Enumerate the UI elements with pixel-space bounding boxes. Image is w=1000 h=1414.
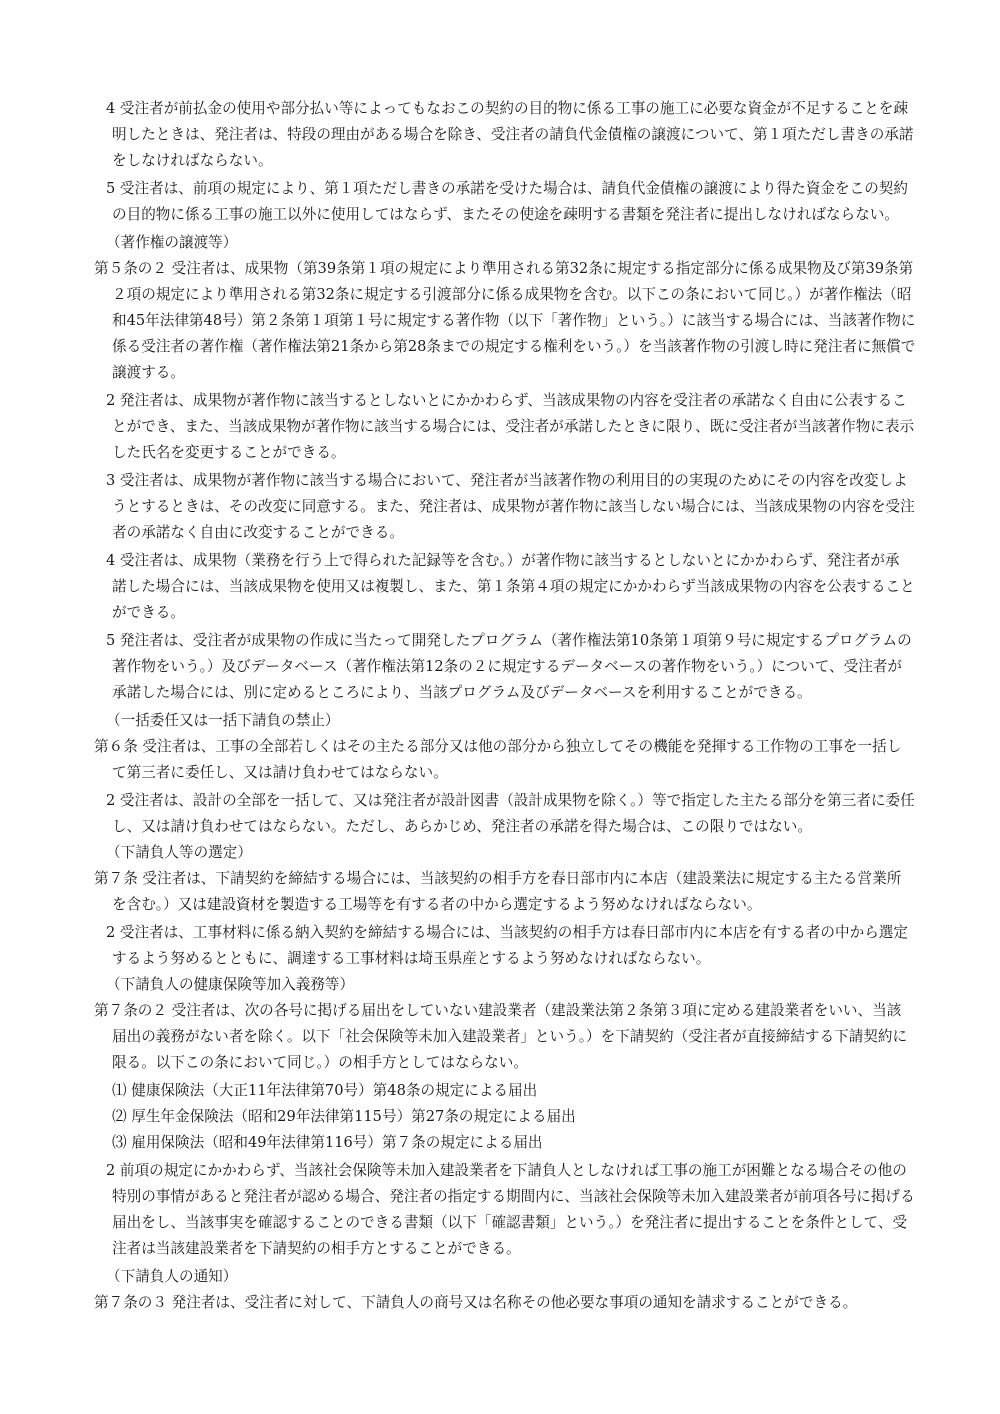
text-line-5: の目的物に係る工事の施工以外に使用してはならず、またその使途を疎明する書類を発注者に提出しなければならない。 (112, 206, 899, 223)
text-line-36: 届出の義務がない者を除く。以下「社会保険等未加入建設業者」という。）を下請契約（受注者が直接締結する下請契約に (112, 1028, 908, 1045)
text-line-7: 第５条の２ 受注者は、成果物（第39条第１項の規定により準用される第32条に規定する指定部分に係る成果物及び第39条第 (94, 260, 914, 277)
text-line-39: ⑵ 厚生年金保険法（昭和29年法律第115号）第27条の規定による届出 (112, 1108, 576, 1125)
text-line-13: とができ、また、当該成果物が著作物に該当する場合には、受注者が承諾したときに限り、既に受注者が当該著作物に表示 (112, 418, 915, 435)
text-line-25: 第６条 受注者は、工事の全部若しくはその主たる部分又は他の部分から独立してその機能を発揮する工作物の工事を一括し (94, 738, 902, 755)
text-line-12: 2 発注者は、成果物が著作物に該当するとしないとにかかわらず、当該成果物の内容を受注者の承諾なく自由に公表するこ (106, 392, 907, 409)
text-line-31: を含む。）又は建設資材を製造する工場等を有する者の中から選定するよう努めなければならない。 (112, 896, 762, 913)
text-line-11: 譲渡する。 (112, 364, 185, 381)
text-line-15: 3 受注者は、成果物が著作物に該当する場合において、発注者が当該著作物の利用目的の実現のためにその内容を改変しよ (106, 472, 908, 489)
text-line-30: 第７条 受注者は、下請契約を締結する場合には、当該契約の相手方を春日部市内に本店（建設業法に規定する主たる営業所 (94, 870, 902, 887)
text-line-24: （一括委任又は一括下請負の禁止） (106, 712, 340, 729)
text-line-43: 届出をし、当該事実を確認することのできる書類（以下「確認書類」という。）を発注者に提出することを条件として、受 (112, 1214, 908, 1231)
text-line-35: 第７条の２ 受注者は、次の各号に掲げる届出をしていない建設業者（建設業法第２条第３項に定める建設業者をいい、当該 (94, 1002, 902, 1019)
text-line-46: 第７条の３ 発注者は、受注者に対して、下請負人の商号又は名称その他必要な事項の通知を請求することができる。 (94, 1294, 858, 1311)
text-line-10: 係る受注者の著作権（著作権法第21条から第28条までの規定する権利をいう。）を当該著作物の引渡し時に発注者に無償で (112, 338, 916, 355)
text-line-26: て第三者に委任し、又は請け負わせてはならない。 (112, 764, 448, 781)
text-line-28: し、又は請け負わせてはならない。ただし、あらかじめ、発注者の承諾を得た場合は、この限りではない。 (112, 818, 812, 835)
text-line-1: 4 受注者が前払金の使用や部分払い等によってもなおこの契約の目的物に係る工事の施工に必要な資金が不足することを疎 (106, 100, 908, 117)
text-line-41: 2 前項の規定にかかわらず、当該社会保険等未加入建設業者を下請負人としなければ工事の施工が困難となる場合その他の (106, 1162, 907, 1179)
text-line-8: ２項の規定により準用される第32条に規定する引渡部分に係る成果物を含む。以下この条において同じ。）が著作権法（昭 (112, 286, 912, 303)
text-line-14: した氏名を変更することができる。 (112, 444, 346, 461)
text-line-16: うとするときは、その改変に同意する。また、発注者は、成果物が著作物に該当しない場合には、当該成果物の内容を受注 (112, 498, 915, 515)
text-line-18: 4 受注者は、成果物（業務を行う上で得られた記録等を含む。）が著作物に該当するとしないとにかかわらず、発注者が承 (106, 552, 900, 569)
text-line-27: 2 受注者は、設計の全部を一括して、又は発注者が設計図書（設計成果物を除く。）等で指定した主たる部分を第三者に委任 (106, 792, 915, 809)
text-line-32: 2 受注者は、工事材料に係る納入契約を締結する場合には、当該契約の相手方は春日部市内に本店を有する者の中から選定 (106, 924, 908, 941)
text-line-33: するよう努めるとともに、調達する工事材料は埼玉県産とするよう努めなければならない。 (112, 950, 711, 967)
text-line-40: ⑶ 雇用保険法（昭和49年法律第116号）第７条の規定による届出 (112, 1134, 543, 1151)
text-line-2: 明したときは、発注者は、特段の理由がある場合を除き、受注者の請負代金債権の譲渡について、第１項ただし書きの承諾 (112, 126, 914, 143)
text-line-42: 特別の事情があると発注者が認める場合、発注者の指定する期間内に、当該社会保険等未加入建設業者が前項各号に掲げる (112, 1188, 915, 1205)
text-line-45: （下請負人の通知） (106, 1268, 238, 1285)
text-line-21: 5 発注者は、受注者が成果物の作成に当たって開発したプログラム（著作権法第10条第１項第９号に規定するプログラムの (106, 632, 912, 649)
text-line-23: 承諾した場合には、別に定めるところにより、当該プログラム及びデータベースを利用することができる。 (112, 684, 812, 701)
text-line-9: 和45年法律第48号）第２条第１項第１号に規定する著作物（以下「著作物」という。）に該当する場合には、当該著作物に (112, 312, 916, 329)
text-line-34: （下請負人の健康保険等加入義務等） (106, 976, 355, 993)
text-line-6: （著作権の譲渡等） (106, 234, 238, 251)
text-line-20: ができる。 (112, 604, 185, 621)
text-line-19: 諾した場合には、当該成果物を使用又は複製し、また、第１条第４項の規定にかかわらず当該成果物の内容を公表すること (112, 578, 915, 595)
text-line-29: （下請負人等の選定） (106, 844, 252, 861)
text-line-3: をしなければならない。 (112, 152, 273, 169)
text-line-37: 限る。以下この条において同じ。）の相手方としてはならない。 (112, 1054, 528, 1071)
text-line-4: 5 受注者は、前項の規定により、第１項ただし書きの承諾を受けた場合は、請負代金債権の譲渡により得た資金をこの契約 (106, 180, 908, 197)
text-line-44: 注者は当該建設業者を下請契約の相手方とすることができる。 (112, 1240, 521, 1257)
text-line-17: 者の承諾なく自由に改変することができる。 (112, 524, 404, 541)
text-line-38: ⑴ 健康保険法（大正11年法律第70号）第48条の規定による届出 (112, 1082, 538, 1099)
text-line-22: 著作物をいう。）及びデータベース（著作権法第12条の２に規定するデータベースの著作物をいう。）について、受注者が (112, 658, 902, 675)
